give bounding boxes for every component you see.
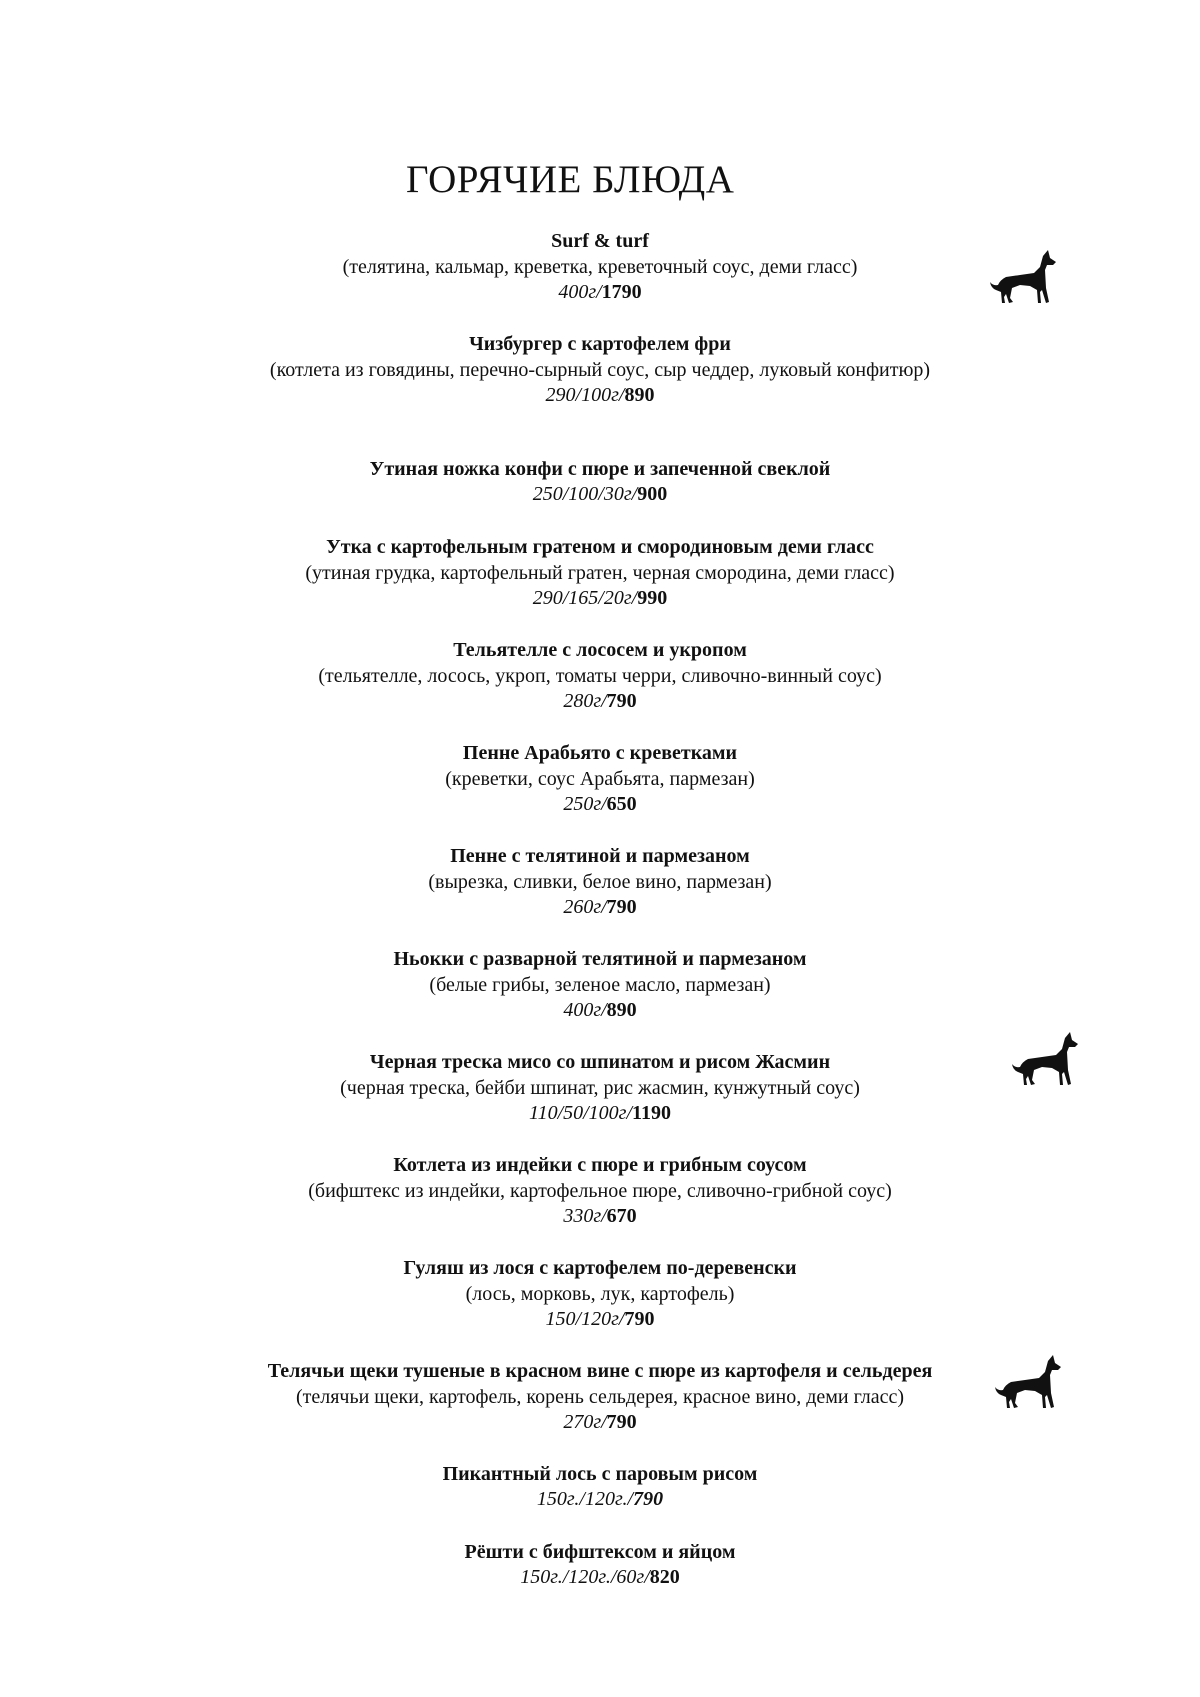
dish-name: Тельятелле с лососем и укропом: [453, 639, 747, 661]
dish-name: Утиная ножка конфи с пюре и запеченной свеклой: [369, 458, 831, 480]
dish-price: 1790: [601, 281, 642, 303]
dish-price: 670: [606, 1205, 637, 1227]
dish-weight: 110/50/100г/: [529, 1102, 633, 1124]
dish-price: 790: [633, 1488, 664, 1510]
dish-portion: [100, 1410, 1100, 1434]
dish-name: Пикантный лось с паровым рисом: [442, 1463, 758, 1485]
dish-price: 820: [649, 1566, 680, 1588]
dish-weight: 400г/: [558, 281, 602, 303]
dish-weight: 150г./120г./60г/: [520, 1566, 650, 1588]
dish-name: Черная треска мисо со шпинатом и рисом Жасмин: [369, 1051, 831, 1073]
menu-item: [100, 331, 1100, 407]
dish-weight: 150/120г/: [545, 1308, 625, 1330]
dish-description: (вырезка, сливки, белое вино, пармезан): [428, 871, 772, 893]
dish-description: (белые грибы, зеленое масло, пармезан): [429, 974, 771, 996]
dish-weight: 330г/: [563, 1205, 607, 1227]
dish-description: (утиная грудка, картофельный гратен, черная смородина, деми гласс): [305, 562, 895, 584]
fox-icon: [1012, 1030, 1082, 1088]
dish-weight: 250г/: [563, 793, 607, 815]
menu-item: [100, 1461, 1100, 1511]
dish-portion: [100, 1101, 1100, 1125]
dish-price: 890: [624, 384, 655, 406]
dish-weight: 260г/: [563, 896, 607, 918]
dish-name: Рёшти с бифштексом и яйцом: [464, 1541, 736, 1563]
menu-item: [100, 740, 1100, 816]
menu-item: [100, 843, 1100, 919]
dish-name: Чизбургер с картофелем фри: [469, 333, 731, 355]
dish-price: 900: [637, 483, 668, 505]
dish-description: (телячьи щеки, картофель, корень сельдерея, красное вино, деми гласс): [295, 1386, 905, 1408]
dish-weight: 290/100г/: [545, 384, 625, 406]
dish-portion: [100, 586, 1100, 610]
dish-price: 890: [606, 999, 637, 1021]
dish-name: Surf & turf: [551, 230, 649, 252]
dish-portion: [100, 1565, 1100, 1589]
dish-weight: 150г./120г./: [536, 1488, 634, 1510]
dish-portion: [100, 383, 1100, 407]
dish-name: Утка с картофельным гратеном и смородиновым деми гласс: [326, 536, 874, 558]
dish-name: Гуляш из лося с картофелем по-деревенски: [403, 1257, 797, 1279]
dish-price: 790: [606, 896, 637, 918]
dish-portion: [100, 1204, 1100, 1228]
dish-weight: 290/165/20г/: [532, 587, 638, 609]
dish-description: (тельятелле, лосось, укроп, томаты черри, сливочно-винный соус): [318, 665, 882, 687]
dish-portion: [100, 1307, 1100, 1331]
menu-item: [100, 534, 1100, 610]
dish-price: 1190: [632, 1102, 671, 1124]
dish-name: Пенне Арабьято с креветками: [462, 742, 738, 764]
dish-price: 650: [606, 793, 637, 815]
dish-weight: 400г/: [563, 999, 607, 1021]
dish-price: 790: [606, 1411, 637, 1433]
fox-icon: [990, 248, 1060, 306]
dish-price: 790: [606, 690, 637, 712]
dish-portion: [100, 792, 1100, 816]
dish-name: Котлета из индейки с пюре и грибным соусом: [393, 1154, 807, 1176]
dish-weight: 250/100/30г/: [532, 483, 638, 505]
dish-description: (бифштекс из индейки, картофельное пюре, сливочно-грибной соус): [308, 1180, 892, 1202]
menu-item: [100, 1049, 1100, 1125]
dish-weight: 270г/: [563, 1411, 607, 1433]
page-title: ГОРЯЧИЕ БЛЮДА: [406, 158, 735, 201]
dish-portion: [100, 1487, 1100, 1511]
menu-item: [100, 1152, 1100, 1228]
dish-name: Телячьи щеки тушеные в красном вине с пюре из картофеля и сельдерея: [267, 1360, 933, 1382]
dish-portion: [100, 689, 1100, 713]
menu-item: [100, 1358, 1100, 1434]
dish-name: Ньокки с разварной телятиной и пармезаном: [393, 948, 807, 970]
dish-description: (котлета из говядины, перечно-сырный соус, сыр чеддер, луковый конфитюр): [269, 359, 931, 381]
dish-name: Пенне с телятиной и пармезаном: [450, 845, 750, 867]
dish-portion: [100, 998, 1100, 1022]
menu-item: [100, 228, 1100, 304]
dish-description: (телятина, кальмар, креветка, креветочный соус, деми гласс): [342, 256, 858, 278]
fox-icon: [995, 1353, 1065, 1411]
dish-portion: [100, 482, 1100, 506]
dish-description: (лось, морковь, лук, картофель): [465, 1283, 735, 1305]
menu-item: [100, 456, 1100, 506]
dish-portion: [100, 280, 1100, 304]
menu-item: [100, 637, 1100, 713]
menu-item: [100, 946, 1100, 1022]
dish-weight: 280г/: [563, 690, 607, 712]
dish-price: 790: [624, 1308, 655, 1330]
menu-item: [100, 1539, 1100, 1589]
dish-description: (черная треска, бейби шпинат, рис жасмин, кунжутный соус): [340, 1077, 860, 1099]
dish-price: 990: [637, 587, 668, 609]
dish-description: (креветки, соус Арабьята, пармезан): [445, 768, 755, 790]
menu-item: [100, 1255, 1100, 1331]
dish-portion: [100, 895, 1100, 919]
